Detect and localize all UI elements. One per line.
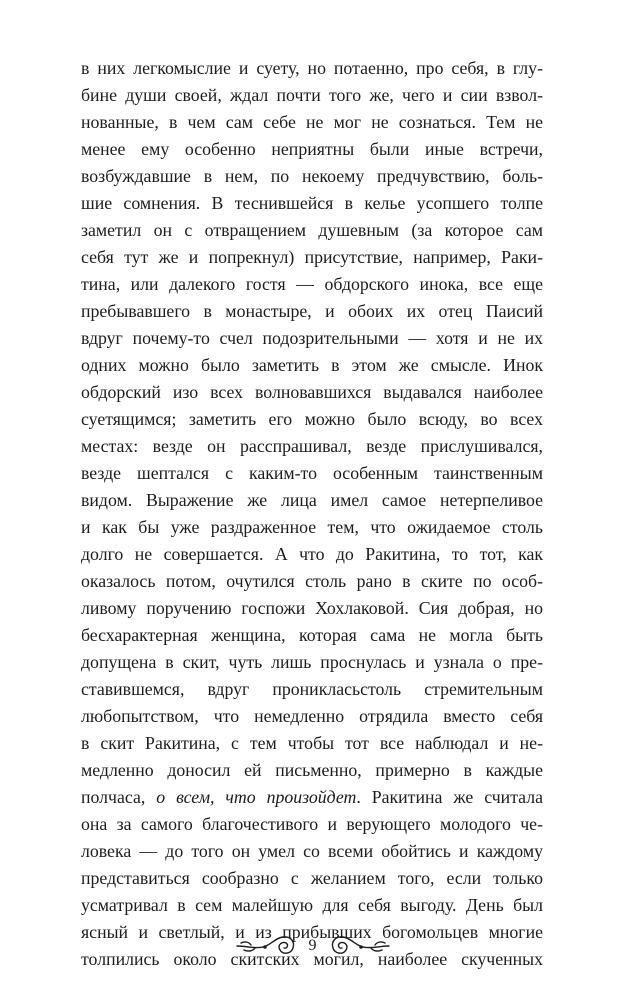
text-line: медленно доносил ей письменно, примерно в каждые [81,760,543,780]
body-text [81,55,543,973]
text-line: везде шептался с каким-то особенным таинственным [81,463,543,483]
text-line: в скит Ракитина, с тем чтобы тот все наблюдал и не- [81,733,543,753]
page-number: 9 [308,937,317,954]
text-line: оказалось потом, очутился столь рано в ските по особ- [81,571,543,591]
scroll-flourish-right-icon [329,932,391,960]
text-line: толпились около скитских могил, наиболее скученных [81,949,543,969]
text-line: ясный и светлый, и из прибывших богомольцев многие [81,922,543,942]
text-line: нованные, в чем сам себе не мог не сознаться. Тем не [81,112,543,132]
text-segment: полчаса, [81,787,157,807]
italic-phrase: о всем, что произойдет [156,787,357,807]
text-line: бесхарактерная женщина, которая сама не могла быть [81,625,543,645]
text-line: заметил он с отвращением душевным (за которое сам [81,220,543,240]
text-line: она за самого благочестивого и верующего молодого че- [81,814,543,834]
text-line: усматривал в сем малейшую для себя выгоду. День был [81,895,543,915]
text-line: видом. Выражение же лица имел самое нетерпеливое [81,490,543,510]
text-line: возбуждавшие в нем, по некоему предчувствию, боль- [81,166,543,186]
text-line: обдорский изо всех волновавшихся выдавался наиболее [81,382,543,402]
text-line: пребывавшего в монастыре, и обоих их отец Паисий [81,301,543,321]
text-line: представиться сообразно с желанием того, если только [81,868,543,888]
page-footer [0,928,625,964]
text-line: допущена в скит, чуть лишь проснулась и узнала о пре- [81,652,543,672]
text-line: одних можно было заметить в этом же смысле. Инок [81,355,543,375]
text-line: местах: везде он расспрашивал, везде прислушивался, [81,436,543,456]
text-line: суетящимся; заметить его можно было всюду, во всех [81,409,543,429]
text-line: любопытством, что немедленно отрядила вместо себя [81,706,543,726]
text-line: себя тут же и попрекнул) присутствие, например, Раки- [81,247,543,267]
text-line: и как бы уже раздраженное тем, что ожидаемое столь [81,517,543,537]
text-line: шие сомнения. В теснившейся в келье усопшего толпе [81,193,543,213]
text-line-with-emphasis [81,784,543,811]
text-line: тина, или далекого гостя — обдорского инока, все еще [81,274,543,294]
text-line: ловека — до того он умел со всеми обойтись и каждому [81,841,543,861]
text-line: вдруг почему-то счел подозрительными — хотя и не их [81,328,543,348]
text-line: в них легкомыслие и суету, но потаенно, про себя, в глу- [81,58,543,78]
text-segment: . Ракитина же считала [356,787,543,807]
text-line: ливому поручению госпожи Хохлаковой. Сия добрая, но [81,598,543,618]
scroll-flourish-left-icon [235,932,297,960]
text-line: бине души своей, ждал почти того же, чего и сии взвол- [81,85,543,105]
text-line: менее ему особенно неприятны были иные встречи, [81,139,543,159]
text-line: долго не совершается. А что до Ракитина, то тот, как [81,544,543,564]
text-line: ставившемся, вдруг проникласьстоль стремительным [81,679,543,699]
